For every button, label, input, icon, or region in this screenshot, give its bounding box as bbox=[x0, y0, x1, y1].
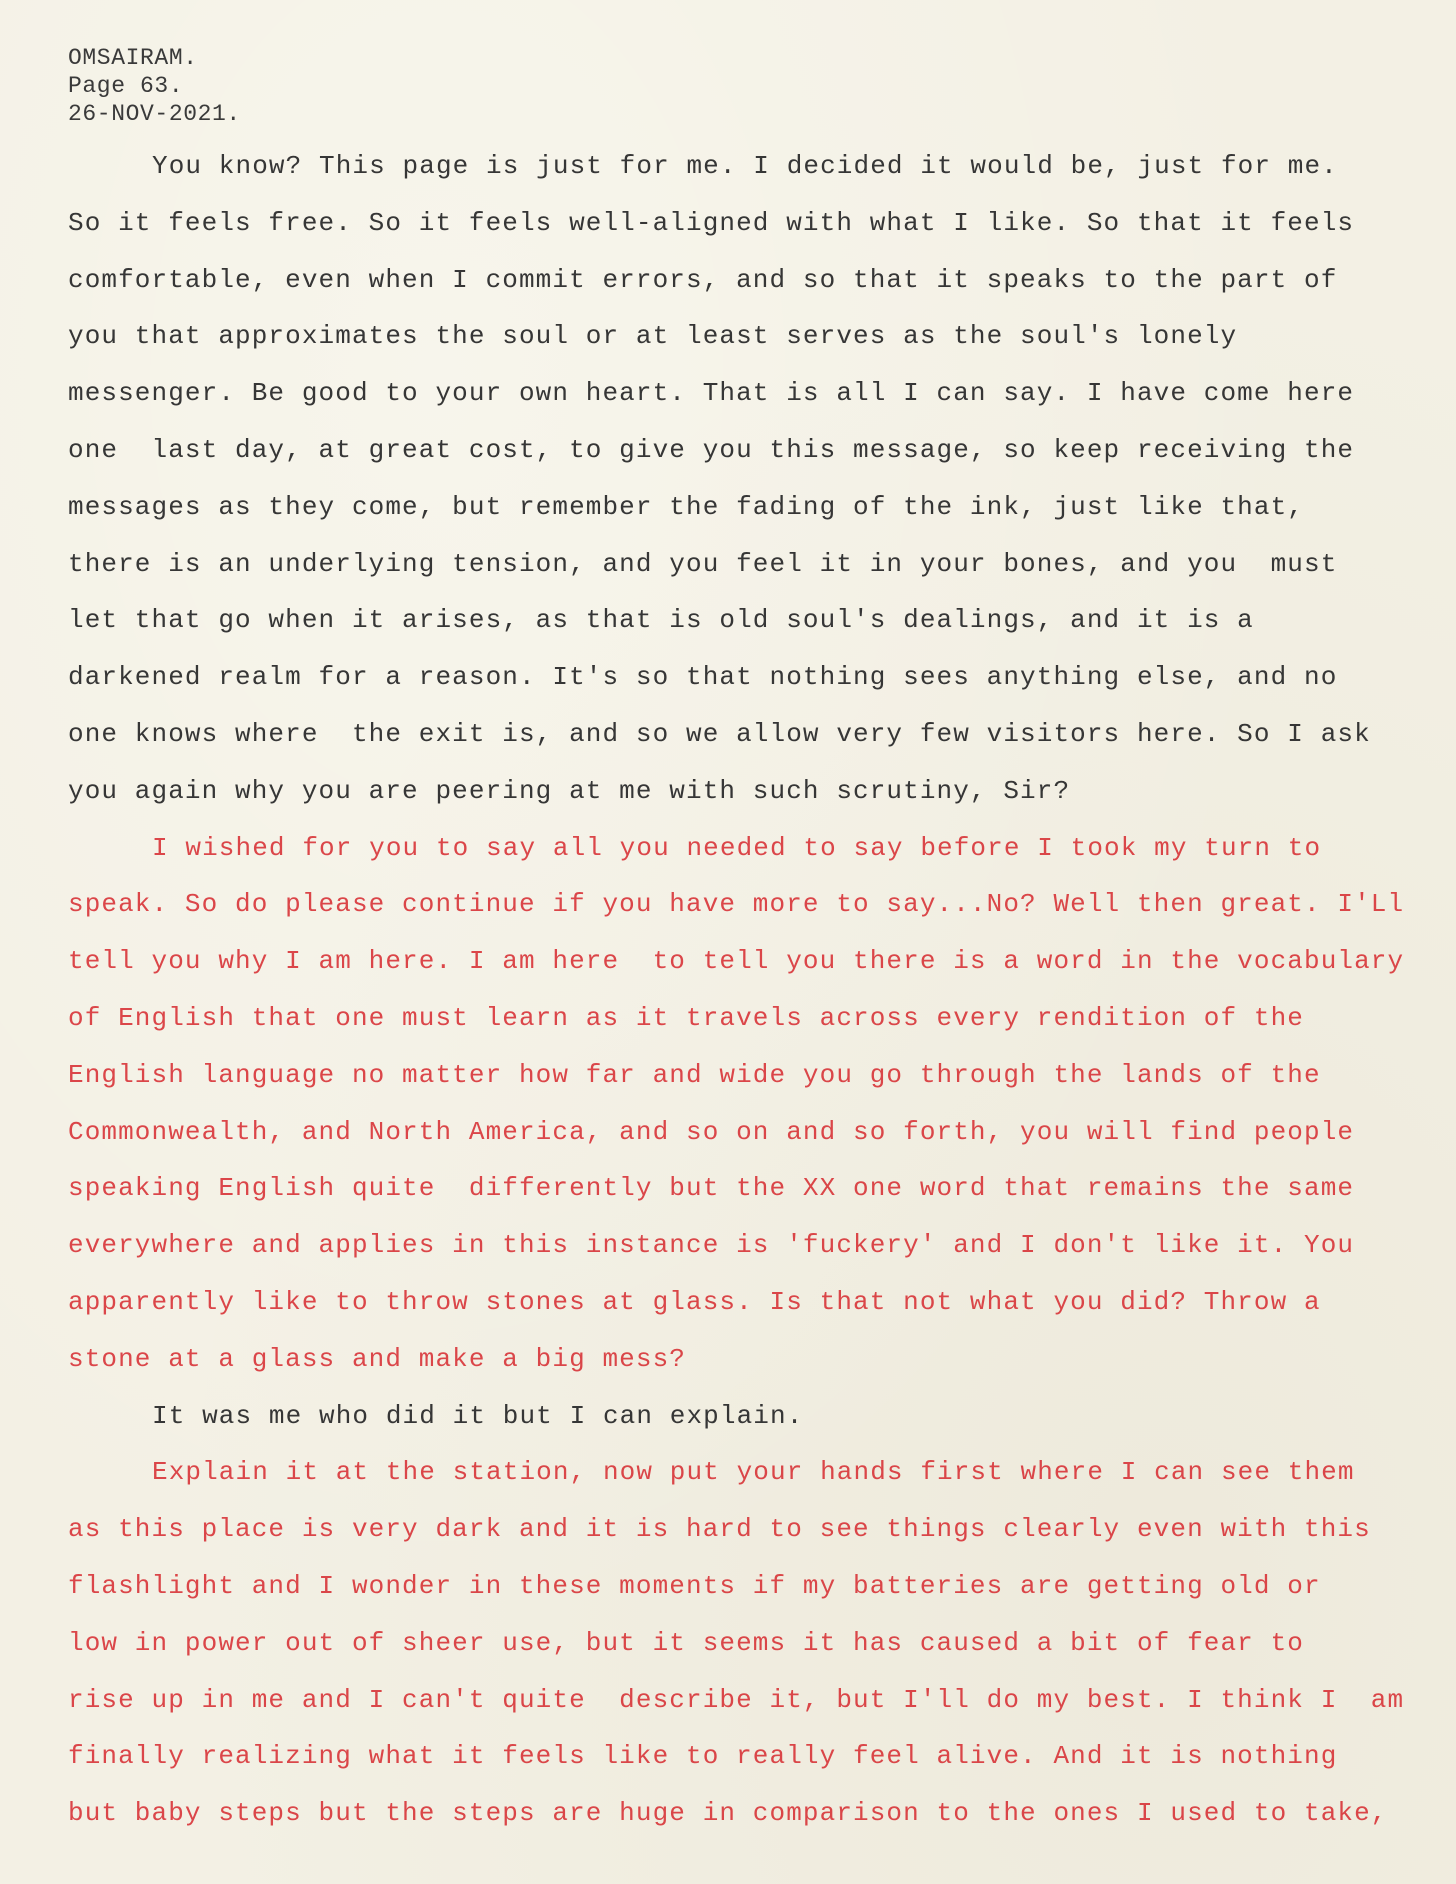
text-line: one knows where the exit is, and so we allow very few visitors here. So I ask bbox=[68, 718, 1371, 749]
text-line: one last day, at great cost, to give you this message, so keep receiving the bbox=[68, 434, 1355, 465]
page-body bbox=[68, 146, 1448, 1850]
text-line: flashlight and I wonder in these moments if my batteries are getting old or bbox=[68, 1570, 1321, 1601]
text-line: Explain it at the station, now put your hands first where I can see them bbox=[152, 1457, 1355, 1488]
text-line: messages as they come, but remember the fading of the ink, just like that, bbox=[68, 491, 1304, 522]
text-line: but baby steps but the steps are huge in comparison to the ones I used to take, bbox=[68, 1798, 1388, 1829]
page-header bbox=[68, 44, 241, 128]
text-line: you that approximates the soul or at least serves as the soul's lonely bbox=[68, 321, 1238, 352]
text-line: English language no matter how far and wide you go through the lands of the bbox=[68, 1059, 1321, 1090]
header-page-number: Page 63. bbox=[68, 73, 184, 99]
text-line: tell you why I am here. I am here to tell you there is a word in the vocabulary bbox=[68, 946, 1405, 977]
text-line: as this place is very dark and it is hard to see things clearly even with this bbox=[68, 1514, 1371, 1545]
text-line: let that go when it arises, as that is old soul's dealings, and it is a bbox=[68, 605, 1254, 636]
text-line: You know? This page is just for me. I decided it would be, just for me. bbox=[152, 151, 1338, 181]
text-line: messenger. Be good to your own heart. That is all I can say. I have come here bbox=[68, 378, 1355, 409]
text-line: So it feels free. So it feels well-aligned with what I like. So that it feels bbox=[68, 207, 1355, 238]
text-line: Commonwealth, and North America, and so on and so forth, you will find people bbox=[68, 1116, 1355, 1147]
text-line: you again why you are peering at me with such scrutiny, Sir? bbox=[68, 775, 1071, 806]
text-line: finally realizing what it feels like to really feel alive. And it is nothing bbox=[68, 1741, 1338, 1772]
text-line: rise up in me and I can't quite describe it, but I'll do my best. I think I am bbox=[68, 1684, 1405, 1715]
text-line: there is an underlying tension, and you feel it in your bones, and you must bbox=[68, 548, 1338, 579]
text-line: everywhere and applies in this instance is 'fuckery' and I don't like it. You bbox=[68, 1230, 1355, 1261]
text-line: comfortable, even when I commit errors, and so that it speaks to the part of bbox=[68, 264, 1338, 295]
text-line: It was me who did it but I can explain. bbox=[152, 1400, 804, 1431]
text-line: darkened realm for a reason. It's so that nothing sees anything else, and no bbox=[68, 662, 1338, 693]
text-line: stone at a glass and make a big mess? bbox=[68, 1343, 686, 1374]
text-line: I wished for you to say all you needed to say before I took my turn to bbox=[152, 832, 1322, 863]
text-line: of English that one must learn as it travels across every rendition of the bbox=[68, 1002, 1304, 1033]
text-line: apparently like to throw stones at glass. Is that not what you did? Throw a bbox=[68, 1286, 1321, 1317]
header-date: 26-NOV-2021. bbox=[68, 101, 241, 127]
text-line: speak. So do please continue if you have more to say...No? Well then great. I'Ll bbox=[68, 889, 1405, 920]
header-title: OMSAIRAM. bbox=[68, 45, 198, 71]
text-line: speaking English quite differently but the XX one word that remains the same bbox=[68, 1173, 1355, 1204]
text-line: low in power out of sheer use, but it seems it has caused a bit of fear to bbox=[68, 1627, 1304, 1658]
